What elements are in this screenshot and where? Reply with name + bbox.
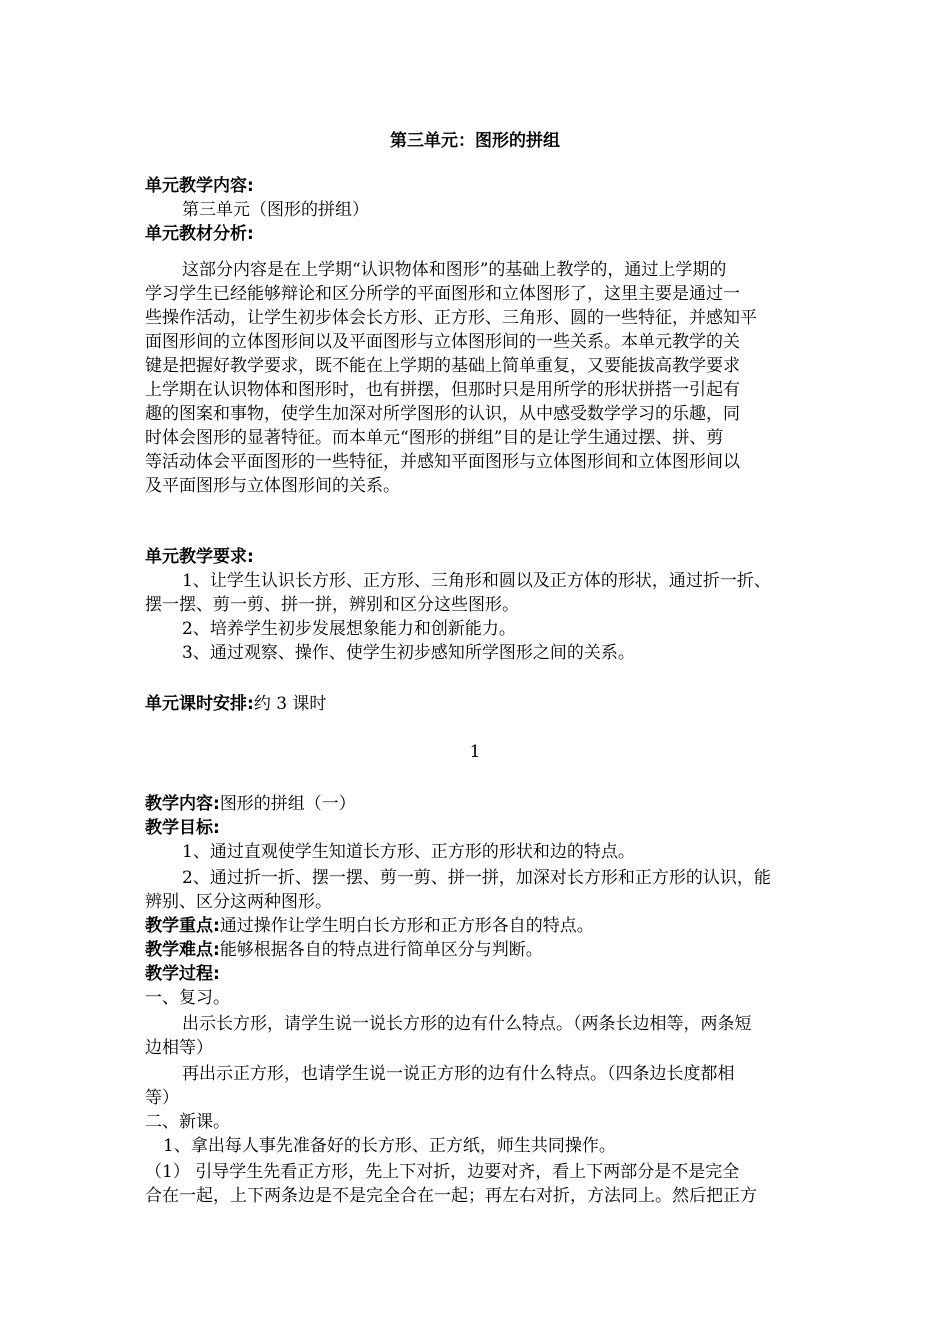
analysis-line: 这部分内容是在上学期“认识物体和图形”的基础上教学的，通过上学期的 [182, 260, 727, 280]
process-line: （1） 引导学生先看正方形，先上下对折，边要对齐，看上下两部分是不是完全 [145, 1162, 740, 1182]
lesson-difficulty [145, 938, 810, 962]
lesson-content [145, 792, 810, 816]
lesson-goals-label: 教学目标: [145, 818, 220, 838]
analysis-line: 时体会图形的显著特征。而本单元“图形的拼组”目的是让学生通过摆、拼、剪 [145, 428, 724, 448]
unit-content-label: 单元教学内容: [145, 176, 254, 196]
analysis-line: 及平面图形与立体图形间的关系。 [145, 476, 400, 496]
process-line: 出示长方形，请学生说一说长方形的边有什么特点。（两条长边相等，两条短 [182, 1014, 752, 1034]
page-number: 1 [469, 742, 481, 762]
goal-line: 2、通过折一折、摆一摆、剪一剪、拼一拼，加深对长方形和正方形的认识，能 [182, 868, 771, 888]
lesson-content-label: 教学内容: [145, 794, 220, 814]
process-line: 1、拿出每人事先准备好的长方形、正方纸，师生共同操作。 [163, 1136, 616, 1156]
goal-line: 辨别、区分这两种图形。 [145, 892, 332, 912]
unit-content-value: 第三单元（图形的拼组） [182, 200, 369, 220]
unit-schedule [145, 692, 810, 716]
process-line: 再出示正方形，也请学生说一说正方形的边有什么特点。（四条边长度都相 [182, 1064, 735, 1084]
lesson-difficulty-value: 能够根据各自的特点进行简单区分与判断。 [219, 940, 543, 960]
lesson-content-value: 图形的拼组（一） [219, 794, 356, 814]
process-line: 边相等） [145, 1038, 213, 1058]
process-line: 二、新课。 [145, 1112, 230, 1132]
requirement-line: 2、培养学生初步发展想象能力和创新能力。 [182, 619, 516, 639]
lesson-key-value: 通过操作让学生明白长方形和正方形各自的特点。 [219, 916, 594, 936]
analysis-line: 键是把握好教学要求，既不能在上学期的基础上简单重复，又要能拔高教学要求 [145, 356, 740, 376]
analysis-line: 等活动体会平面图形的一些特征，并感知平面图形与立体图形间和立体图形间以 [145, 452, 740, 472]
analysis-line: 面图形间的立体图形间以及平面图形与立体图形间的一些关系。本单元教学的关 [145, 332, 740, 352]
lesson-key-label: 教学重点: [145, 916, 220, 936]
lesson-difficulty-label: 教学难点: [145, 940, 220, 960]
process-line: 合在一起，上下两条边是不是完全合在一起；再左右对折，方法同上。然后把正方 [145, 1186, 757, 1206]
analysis-line: 学习学生已经能够辩论和区分所学的平面图形和立体图形了，这里主要是通过一 [145, 284, 740, 304]
requirement-line: 3、通过观察、操作、使学生初步感知所学图形之间的关系。 [182, 643, 635, 663]
analysis-line: 些操作活动，让学生初步体会长方形、正方形、三角形、圆的一些特征，并感知平 [145, 308, 757, 328]
process-line: 一、复习。 [145, 988, 230, 1008]
goal-line: 1、通过直观使学生知道长方形、正方形的形状和边的特点。 [182, 842, 635, 862]
requirement-line: 1、让学生认识长方形、正方形、三角形和圆以及正方体的形状，通过折一折、 [182, 571, 771, 591]
unit-schedule-label: 单元课时安排: [145, 694, 254, 714]
lesson-process-label: 教学过程: [145, 964, 220, 984]
unit-schedule-value: 约 3 课时 [253, 694, 327, 714]
analysis-line: 趣的图案和事物，使学生加深对所学图形的认识，从中感受数学学习的乐趣，同 [145, 404, 740, 424]
page-title: 第三单元：图形的拼组 [390, 131, 560, 151]
requirement-line: 摆一摆、剪一剪、拼一拼，辨别和区分这些图形。 [145, 595, 519, 615]
process-line: 等） [145, 1088, 179, 1108]
analysis-line: 上学期在认识物体和图形时，也有拼摆，但那时只是用所学的形状拼搭一引起有 [145, 380, 740, 400]
unit-analysis-label: 单元教材分析: [145, 224, 254, 244]
lesson-key-point [145, 914, 810, 938]
unit-requirements-label: 单元教学要求: [145, 547, 254, 567]
